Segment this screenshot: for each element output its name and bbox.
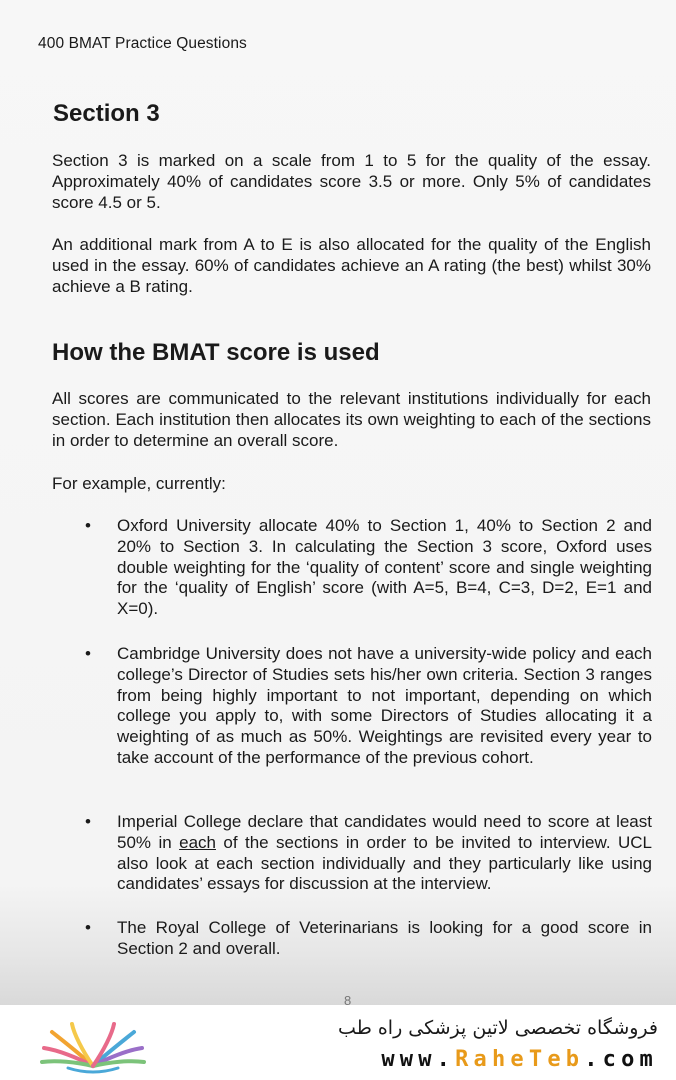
bullet-icon: • — [85, 644, 91, 663]
list-item-text-start: Imperial College declare that candidates would need to score at least 50% in — [117, 812, 652, 852]
open-book-logo-icon — [38, 1018, 148, 1074]
url-prefix: www. — [381, 1047, 456, 1072]
bullet-icon: • — [85, 516, 91, 535]
section-3-heading: Section 3 — [53, 100, 160, 127]
list-item-veterinarians — [85, 918, 652, 960]
list-item-oxford — [85, 516, 652, 620]
running-header: 400 BMAT Practice Questions — [38, 35, 247, 52]
url-brand-part-2: Teb — [528, 1047, 585, 1072]
bullet-icon: • — [85, 918, 91, 937]
url-suffix: .com — [584, 1047, 658, 1072]
list-item-text-end: of the sections in order to be invited to interview. UCL also look at each section individually and they particularly like using candidates’ essays for discussion at the interview. — [117, 832, 653, 894]
page-number: 8 — [344, 993, 352, 1005]
bullet-icon: • — [85, 812, 91, 831]
shop-url-link[interactable] — [381, 1047, 658, 1072]
example-lead: For example, currently: — [52, 474, 226, 493]
section-3-paragraph-2: An additional mark from A to E is also allocated for the quality of the English used in the essay. 60% of candidates achieve an A rating (the best) whilst 30% achieve a B rating. — [52, 235, 651, 296]
list-item-text: Oxford University allocate 40% to Section 1, 40% to Section 2 and 20% to Section 3. In calculating the Section 3 score, Oxford uses double weighting for the ‘quality of content’ score and single weighting for the ‘quality of English’ score (with A=5, B=4, C=3, D=2, E=1 and X=0). — [117, 516, 652, 619]
score-usage-heading: How the BMAT score is used — [52, 339, 380, 366]
score-usage-intro: All scores are communicated to the relevant institutions individually for each section. Each institution then allocates its own weighting to each of the sections in order to determine an overall score. — [52, 389, 651, 450]
underlined-word: each — [179, 832, 216, 852]
list-item-text: The Royal College of Veterinarians is looking for a good score in Section 2 and overall. — [117, 918, 652, 958]
footer-banner — [0, 1005, 676, 1080]
url-brand-part-1: Rahe — [455, 1047, 529, 1072]
shop-name: فروشگاه تخصصی لاتین پزشکی راه طب — [338, 1017, 658, 1039]
list-item-imperial — [85, 812, 653, 895]
list-item-text: Cambridge University does not have a university-wide policy and each college’s Director of Studies sets his/her own criteria. Section 3 ranges from being highly important to not important, depending on which college you apply to, with some Directors of Studies allocating it a weighting of as much as 50%. Weightings are revisited every year to take account of the performance of the previous cohort. — [117, 644, 652, 767]
list-item-cambridge — [85, 644, 652, 769]
section-3-paragraph-1: Section 3 is marked on a scale from 1 to 5 for the quality of the essay. Approximately 40% of candidates score 3.5 or more. Only 5% of candidates score 4.5 or 5. — [52, 151, 651, 212]
